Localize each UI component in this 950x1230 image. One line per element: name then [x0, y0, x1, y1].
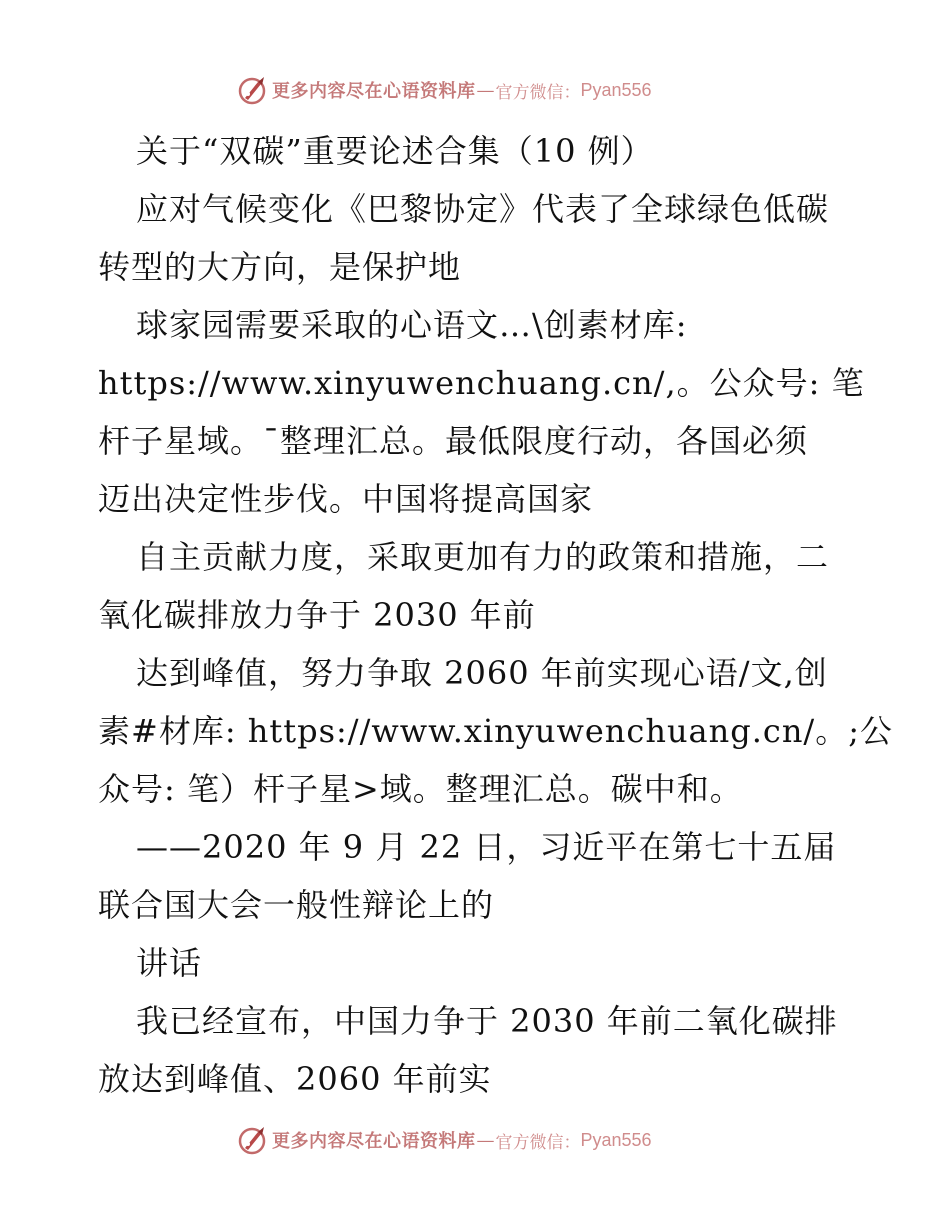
text-line: 放达到峰值、2060 年前实: [98, 1060, 492, 1098]
banner-wechat-id: Pyan556: [580, 79, 652, 100]
text-line: 自主贡献力度，采取更加有力的政策和措施，二: [136, 538, 830, 576]
text-line: 球家园需要采取的心语文…\创素材库:: [136, 306, 688, 344]
banner-wechat-id: Pyan556: [580, 1129, 652, 1150]
banner-dash: —: [476, 79, 495, 101]
document-title: 关于“双碳”重要论述合集（10 例）: [136, 132, 654, 170]
text-line: 素#材库: https://www.xinyuwenchuang.cn/。;公: [98, 712, 893, 750]
text-line: 我已经宣布，中国力争于 2030 年前二氧化碳排: [136, 1002, 838, 1040]
text-line: 氧化碳排放力争于 2030 年前: [98, 596, 536, 634]
footer-banner: [236, 1122, 652, 1158]
quill-pen-logo-icon: [236, 1124, 268, 1156]
document-body: [98, 122, 893, 1108]
text-line: https://www.xinyuwenchuang.cn/,。公众号: 笔: [98, 364, 865, 402]
text-line: 应对气候变化《巴黎协定》代表了全球绿色低碳: [136, 190, 830, 228]
text-line: 联合国大会一般性辩论上的: [98, 886, 495, 924]
banner-title: 更多内容尽在心语资料库: [272, 1131, 476, 1152]
text-line: ——2020 年 9 月 22 日，习近平在第七十五届: [136, 828, 837, 866]
text-line: 迈出决定性步伐。中国将提高国家: [98, 480, 594, 518]
header-banner: [236, 72, 652, 108]
banner-title: 更多内容尽在心语资料库: [272, 81, 476, 102]
text-line: 达到峰值，努力争取 2060 年前实现心语/文,创: [136, 654, 828, 692]
text-line: 转型的大方向，是保护地: [98, 248, 462, 286]
banner-dash: —: [476, 1129, 495, 1151]
text-line: 讲话: [136, 944, 203, 982]
text-line: 众号: 笔）杆子星>域。整理汇总。碳中和。: [98, 770, 743, 808]
text-line: 杆子星域。¯整理汇总。最低限度行动，各国必须: [98, 422, 809, 460]
banner-wechat-label: 官方微信：: [495, 1132, 581, 1153]
banner-wechat-label: 官方微信：: [495, 82, 581, 103]
quill-pen-logo-icon: [236, 74, 268, 106]
